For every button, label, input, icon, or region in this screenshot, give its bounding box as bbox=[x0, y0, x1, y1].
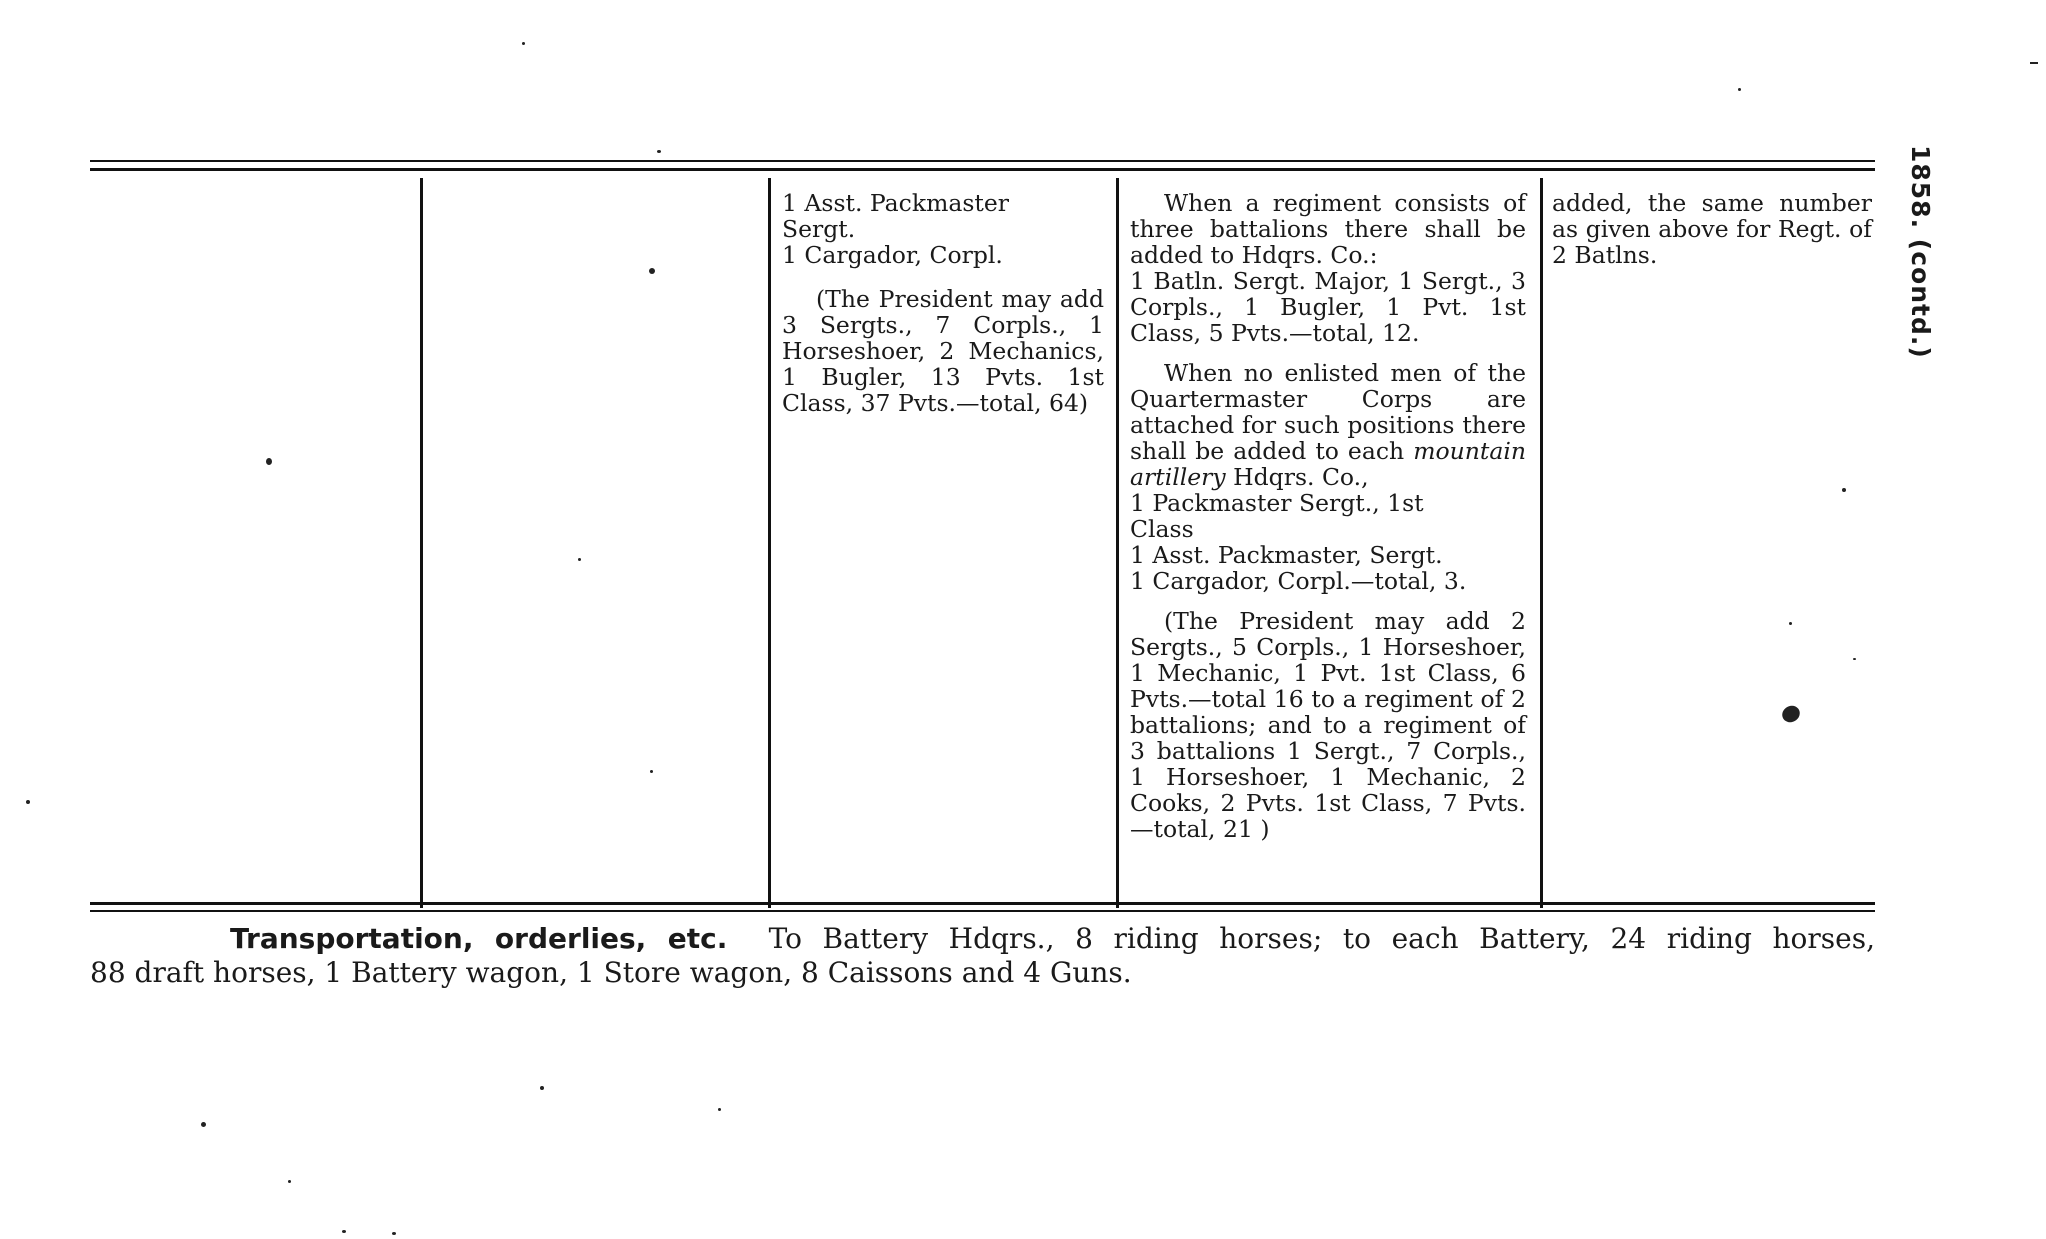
scan-speck bbox=[1779, 703, 1803, 726]
scan-speck bbox=[266, 458, 272, 465]
table-column-5 bbox=[1552, 190, 1872, 268]
column3-line: 1 Cargador, Corpl. bbox=[782, 241, 1003, 269]
side-label: 1858. (contd.) bbox=[1906, 145, 1935, 359]
bottom-rule-thick bbox=[90, 902, 1875, 905]
column4-para2-italic: mountain artillery bbox=[1130, 437, 1526, 491]
scan-speck bbox=[718, 1108, 721, 1111]
table-column-3 bbox=[782, 190, 1104, 416]
scan-speck bbox=[2030, 62, 2038, 64]
column4-para1-list: 1 Batln. Sergt. Major, 1 Sergt., 3 Corpls., 1 Bugler, 1 Pvt. 1st Class, 5 Pvts.—total, 12. bbox=[1130, 267, 1526, 347]
top-rule-thin bbox=[90, 160, 1875, 162]
column3-note: (The President may add 3 Sergts., 7 Corpls., 1 Horseshoer, 2 Mechanics, 1 Bugler, 13 Pvts. 1st Class, 37 Pvts.—total, 64) bbox=[782, 285, 1104, 417]
footer-line-1-text: To Battery Hdqrs., 8 riding horses; to each Battery, 24 riding horses, bbox=[768, 922, 1875, 955]
scan-speck bbox=[26, 800, 30, 804]
scan-speck bbox=[657, 150, 661, 153]
column4-para2 bbox=[1130, 360, 1526, 490]
scan-speck bbox=[1738, 88, 1741, 91]
column4-list-item: 1 Cargador, Corpl.—total, 3. bbox=[1130, 567, 1467, 595]
scan-speck bbox=[522, 42, 525, 45]
column4-para1: When a regiment consists of three battalions there shall be added to Hdqrs. Co.: bbox=[1130, 189, 1526, 269]
scan-speck bbox=[392, 1232, 396, 1235]
column5-text: added, the same number as given above for Regt. of 2 Batlns. bbox=[1552, 189, 1872, 269]
top-rule-thick bbox=[90, 168, 1875, 171]
scan-speck bbox=[288, 1180, 291, 1183]
column4-list-item: 1 Packmaster Sergt., 1st Class bbox=[1130, 489, 1424, 543]
column-divider-4 bbox=[1540, 178, 1543, 908]
scan-speck bbox=[540, 1086, 544, 1090]
scan-speck bbox=[1842, 488, 1846, 492]
column4-note: (The President may add 2 Sergts., 5 Corpls., 1 Horseshoer, 1 Mechanic, 1 Pvt. 1st Class, 6 Pvts.—total 16 to a regiment of 2 battalions; and to a regiment of 3 battalions 1 Sergt., 7 Corpls., 1 Horseshoer, 1 Mechanic, 2 Cooks, 2 Pvts. 1st Class, 7 Pvts.—total, 21 ) bbox=[1130, 607, 1526, 843]
column4-para2-end: Hdqrs. Co., bbox=[1233, 463, 1369, 491]
bottom-rule-thin bbox=[90, 910, 1875, 912]
footer-line-1 bbox=[90, 922, 1875, 956]
column4-list-item: 1 Asst. Packmaster, Sergt. bbox=[1130, 541, 1443, 569]
column-divider-2 bbox=[768, 178, 771, 908]
footer-line-2: 88 draft horses, 1 Battery wagon, 1 Store wagon, 8 Caissons and 4 Guns. bbox=[90, 956, 1132, 989]
column-divider-1 bbox=[420, 178, 423, 908]
scan-speck bbox=[578, 558, 581, 561]
scan-speck bbox=[201, 1122, 206, 1127]
scan-speck bbox=[1853, 658, 1856, 660]
table-column-4 bbox=[1130, 190, 1526, 842]
footer-paragraph bbox=[90, 922, 1875, 990]
scan-speck bbox=[649, 268, 655, 274]
column3-line: 1 Asst. Packmaster Sergt. bbox=[782, 189, 1010, 243]
scan-speck bbox=[650, 770, 653, 773]
footer-heading: Transportation, orderlies, etc. bbox=[230, 922, 728, 955]
column4-para2-start: When no enlisted men of the Quartermaster Corps are attached for such positions there shall be added to each bbox=[1130, 359, 1526, 465]
column-divider-3 bbox=[1116, 178, 1119, 908]
scan-speck bbox=[1789, 622, 1792, 625]
scan-speck bbox=[342, 1230, 346, 1233]
